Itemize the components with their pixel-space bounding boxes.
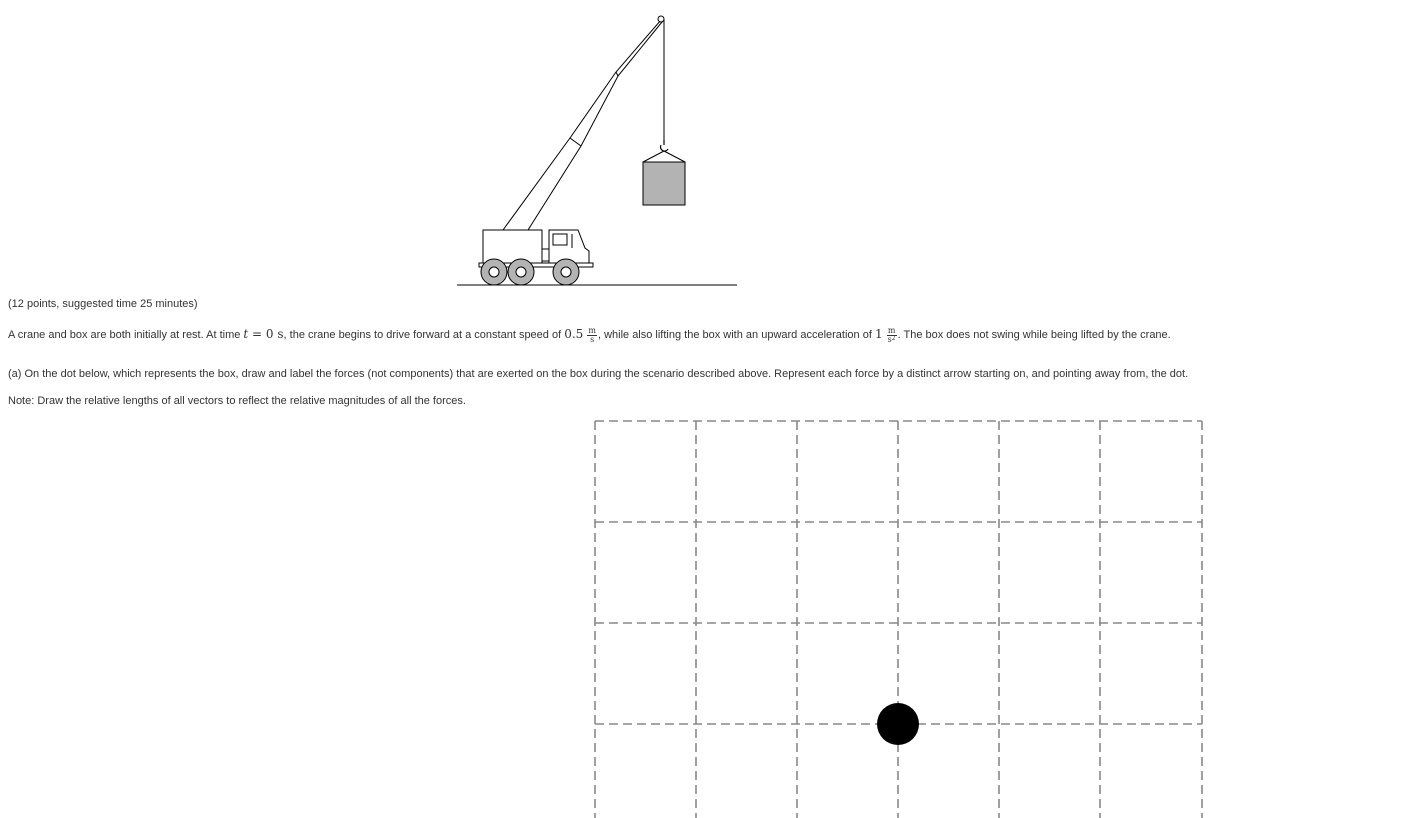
- points-text: (12 points, suggested time 25 minutes): [8, 298, 198, 310]
- accel-value: 1: [874, 327, 883, 341]
- scenario-part1: A crane and box are both initially at rest. At time: [8, 329, 244, 341]
- force-dot-icon[interactable]: [877, 703, 919, 745]
- speed-unit: $\frac{m}{s}$: [588, 325, 596, 344]
- note-text: Note: Draw the relative lengths of all vectors to reflect the relative magnitudes of all the forces.: [8, 395, 466, 407]
- scenario-part3: , while also lifting the box with an upward acceleration of: [597, 329, 875, 341]
- accel-unit: $\frac{m}{s^2}$: [887, 325, 896, 344]
- scenario-part2: , the crane begins to drive forward at a constant speed of: [283, 329, 565, 341]
- boom-tip: [658, 16, 664, 22]
- force-drawing-grid[interactable]: [590, 416, 1210, 818]
- time-expression: t = 0 s: [243, 327, 284, 341]
- part-a-prompt: (a) On the dot below, which represents the box, draw and label the forces (not components) that are exerted on the box during the scenario described above. Represent each force by a distinct arrow starting on, and pointing away from, the dot.: [8, 368, 1189, 380]
- box-icon: [643, 162, 685, 205]
- crane-truck-icon: [455, 8, 740, 290]
- crane-hook: [660, 140, 668, 151]
- truck-body: [483, 230, 542, 263]
- scenario-text: [8, 324, 1171, 345]
- scenario-part4: . The box does not swing while being lifted by the crane.: [897, 329, 1171, 341]
- cab-window: [553, 234, 567, 245]
- crane-boom: [503, 20, 662, 230]
- rigging: [643, 151, 685, 162]
- speed-value: 0.5: [564, 327, 584, 341]
